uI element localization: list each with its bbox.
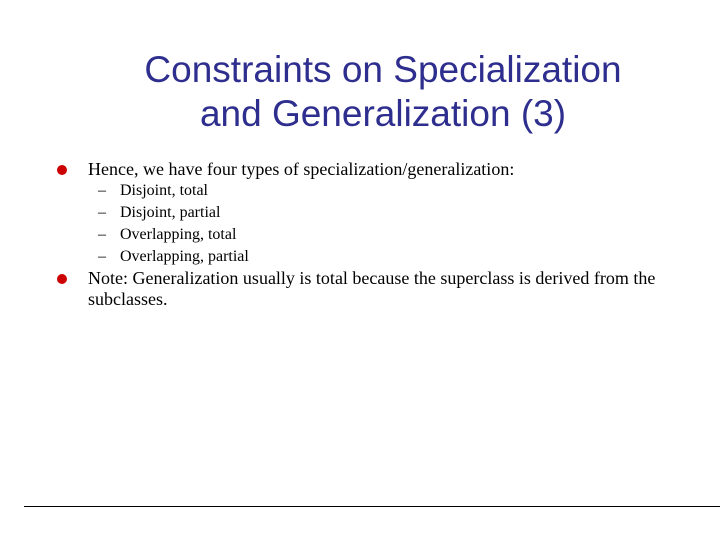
dash-icon: –: [98, 248, 106, 265]
dash-icon: –: [98, 182, 106, 199]
sub-item-disjoint-total: [98, 181, 208, 201]
slide-title-line-2: and Generalization (3): [199, 93, 567, 134]
dash-icon: –: [98, 204, 106, 221]
bullet-dot-icon: [57, 274, 67, 284]
sub-item-overlapping-partial: [98, 247, 249, 267]
bullet-dot-icon: [57, 165, 67, 175]
slide-title: [0, 48, 720, 136]
sub-item-disjoint-partial: [98, 203, 220, 223]
bullet-item-types: [57, 159, 667, 180]
sub-item-text: Disjoint, partial: [120, 204, 221, 221]
bullet-item-note: [57, 268, 667, 310]
sub-item-overlapping-total: [98, 225, 236, 245]
slide-title-line-1: Constraints on Specialization: [144, 49, 622, 90]
bullet-text: Note: Generalization usually is total because the superclass is derived from the subclasses.: [88, 268, 656, 309]
dash-icon: –: [98, 226, 106, 243]
footer-divider: [24, 506, 720, 507]
sub-item-text: Overlapping, partial: [120, 248, 249, 265]
sub-item-text: Disjoint, total: [120, 182, 208, 199]
bullet-text: Hence, we have four types of specialization/generalization:: [88, 159, 515, 179]
sub-item-text: Overlapping, total: [120, 226, 237, 243]
